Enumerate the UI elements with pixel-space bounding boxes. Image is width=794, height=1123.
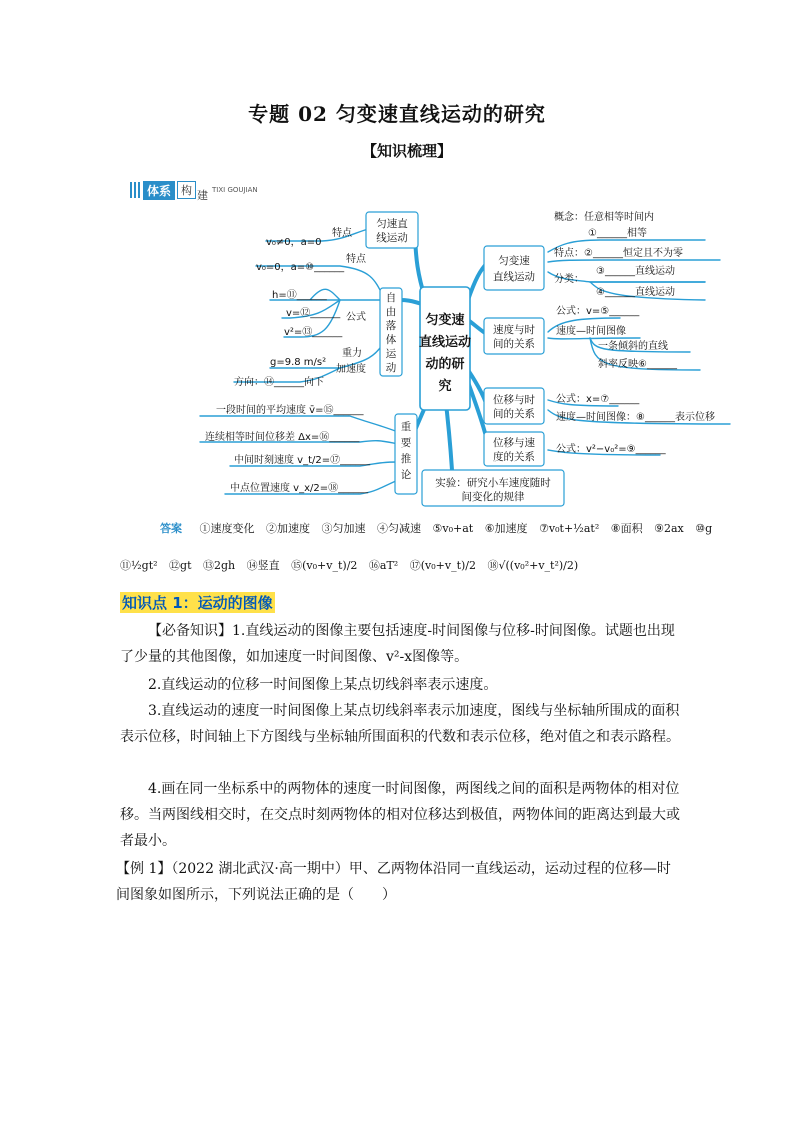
freefall-box-c5: 运	[385, 348, 397, 360]
answer-7: ⑦v₀t+½at²	[539, 522, 600, 535]
answer-10: ⑩g	[695, 522, 713, 535]
answer-9: ⑨2ax	[654, 522, 684, 535]
experiment-line2: 间变化的规律	[461, 491, 525, 503]
branch1-line2: 直线运动	[493, 271, 535, 283]
branch2-line1: 速度与时	[493, 324, 535, 336]
answers-line2	[120, 557, 578, 573]
branch2-line2: 间的关系	[493, 338, 535, 350]
ff-v: v=⑫______	[286, 308, 341, 319]
paragraph-4: 4.画在同一坐标系中的两物体的速度一时间图像，两图线之间的面积是两物体的相对位移。当两图线相交时，在交点时刻两物体的相对位移达到极值，两物体间的距离达到最大或者最小。	[120, 781, 680, 849]
answer-5: ⑤v₀+at	[432, 522, 474, 535]
b2-slope: 斜率反映⑥______	[598, 359, 677, 370]
uniform-box-line2: 线运动	[376, 232, 408, 244]
section-heading: 知识点 1：运动的图像	[122, 594, 273, 612]
inference-1: 一段时间的平均速度 v̄=⑮______	[216, 405, 364, 416]
b2-formula: 公式：v=⑤______	[556, 306, 640, 317]
freefall-box-c6: 动	[385, 362, 397, 374]
inference-box-c1: 重	[400, 421, 412, 433]
answer-12: ⑫gt	[169, 559, 192, 572]
example-1: 【例 1】（2022 湖北武汉·高一期中）甲、乙两物体沿同一直线运动，运动过程的位移—时间图象如图所示，下列说法正确的是（ ）	[116, 861, 671, 903]
answer-18: ⑱√((v₀²+v_t²)/2)	[487, 559, 579, 572]
answer-8: ⑧面积	[610, 522, 643, 535]
branch3-line2: 间的关系	[493, 408, 535, 420]
badge-tail: 建	[197, 189, 209, 202]
section-subtitle: 【知识梳理】	[361, 142, 452, 160]
gravity-value: g=9.8 m/s²	[270, 357, 327, 368]
ff-feature: v₀=0，a=⑩______	[256, 262, 345, 273]
answer-14: ⑭竖直	[246, 559, 280, 572]
branch4-line1: 位移与速	[493, 437, 535, 449]
center-line2: 直线运动	[418, 335, 472, 350]
freefall-box-c1: 自	[385, 292, 397, 304]
ff-h: h=⑪______	[272, 290, 327, 301]
center-line1: 匀变速	[425, 313, 465, 328]
answer-15: ⑮(v₀+v_t)/2	[291, 559, 358, 572]
center-line3: 动的研	[425, 357, 465, 372]
paragraph-1: 【必备知识】1.直线运动的图像主要包括速度-时间图像与位移-时间图像。试题也出现了少量的其他图像，如加速度一时间图像、v²-x图像等。	[120, 623, 675, 665]
b1-feature: 特点：②______恒定且不为零	[554, 248, 683, 259]
b1-concept: 概念：任意相等时间内	[554, 212, 654, 223]
b1-category: 分类：	[554, 274, 584, 285]
gravity-label-2: 加速度	[336, 364, 366, 375]
badge-box: 构	[177, 181, 196, 199]
badge-main: 体系	[143, 181, 175, 200]
answer-2: ②加速度	[266, 522, 310, 535]
uniform-feature-label: 特点	[332, 228, 352, 239]
answer-16: ⑯aT²	[368, 559, 399, 572]
inference-2: 连续相等时间位移差 Δx=⑯______	[205, 432, 360, 443]
answer-4: ④匀减速	[377, 522, 421, 535]
inference-box-c2: 要	[400, 437, 412, 449]
paragraph-3: 3.直线运动的速度一时间图像上某点切线斜率表示加速度，图线与坐标轴所围成的面积表示位移，时间轴上下方图线与坐标轴所围面积的代数和表示位移，绝对值之和表示路程。	[120, 703, 680, 745]
gravity-label-1: 重力	[342, 348, 362, 359]
answer-17: ⑰(v₀+v_t)/2	[409, 559, 476, 572]
freefall-box-c3: 落	[385, 320, 397, 332]
b2-line: 一条倾斜的直线	[598, 341, 668, 352]
answer-13: ⑬2gh	[203, 559, 236, 572]
ff-formula-label: 公式	[346, 312, 366, 323]
answers-line1	[160, 520, 712, 536]
b4-formula: 公式：v²−v₀²=⑨______	[556, 444, 666, 455]
inference-box-c3: 推	[400, 453, 412, 465]
gravity-direction: 方向：⑭______向下	[234, 377, 324, 388]
page-title: 专题 02 匀变速直线运动的研究	[248, 102, 546, 126]
answer-11: ⑪½gt²	[120, 559, 158, 572]
branch3-line1: 位移与时	[493, 394, 535, 406]
branch1-line1: 匀变速	[498, 255, 530, 267]
b1-concept-cont: ①______相等	[588, 228, 647, 239]
freefall-box-c4: 体	[385, 334, 397, 346]
paragraph-2: 2.直线运动的位移一时间图像上某点切线斜率表示速度。	[148, 677, 498, 693]
answer-1: ①速度变化	[199, 522, 255, 535]
answer-6: ⑥加速度	[484, 522, 528, 535]
inference-box-c4: 论	[400, 469, 412, 481]
center-line4: 究	[438, 379, 452, 394]
answer-3: ③匀加速	[321, 522, 366, 535]
experiment-line1: 实验：研究小车速度随时	[435, 477, 551, 489]
ff-feature-label: 特点	[346, 254, 366, 265]
uniform-formula: v₀≠0，a=0	[266, 237, 322, 248]
b3-formula: 公式：x=⑦______	[556, 394, 640, 405]
branch4-line2: 度的关系	[493, 451, 535, 463]
b3-graph: 速度—时间图像：⑧______表示位移	[556, 412, 715, 423]
answers-lead: 答案	[160, 522, 182, 535]
ff-v2: v²=⑬______	[284, 327, 343, 338]
b1-cat1: ③______直线运动	[596, 266, 675, 277]
b1-cat2: ④______直线运动	[596, 287, 675, 298]
inference-3: 中间时刻速度 v_t/2=⑰______	[234, 455, 371, 466]
b2-graph: 速度—时间图像	[556, 326, 626, 337]
inference-4: 中点位置速度 v_x/2=⑱______	[230, 483, 369, 494]
freefall-box-c2: 由	[385, 306, 397, 318]
uniform-box-line1: 匀速直	[376, 218, 408, 230]
badge-english: TIXI GOUJIAN	[212, 186, 258, 194]
